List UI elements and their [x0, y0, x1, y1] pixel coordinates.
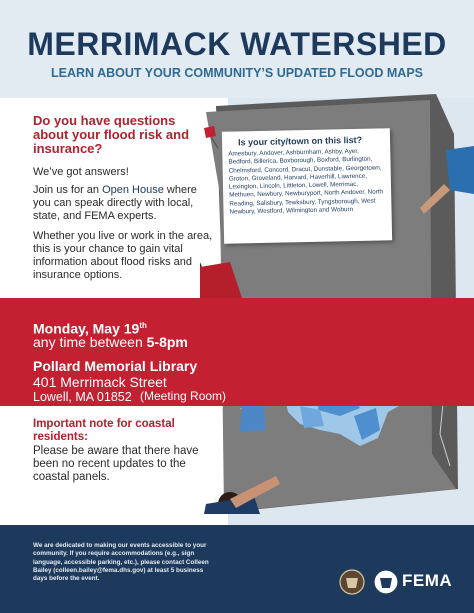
event-time-bold: 5-8pm	[146, 334, 188, 350]
accessibility-text: We are dedicated to making our events accessible to your community. If you require accommodations (e.g., sign language, accessible parking, etc.), please contact Colleen Bailey (colleen.bailey@fema.dhs.gov) at least 5 business days before the event.	[33, 542, 209, 583]
intro-question: Do you have questions about your flood risk and insurance?	[33, 113, 190, 156]
logos	[338, 568, 402, 596]
dhs-seal-icon	[374, 570, 398, 594]
fema-logo-text: FEMA	[402, 571, 453, 590]
event-date-suffix: th	[139, 321, 147, 330]
notice-title: Important note for coastal residents:	[33, 418, 175, 443]
town-list-box	[222, 128, 392, 243]
event-date-main: Monday, May 19	[33, 320, 140, 337]
notice-body: Please be aware that there have been no recent updates to the coastal panels.	[33, 445, 199, 483]
event-street: 401 Merrimack Street	[33, 374, 167, 390]
town-list: Amesbury, Andover, Ashburnham, Ashby, Ayer, Bedford, Billerica, Boxborough, Boxford, Burlington, Chelmsford, Concord, Dracut, Dunstable, Georgetown, Groton, Groveland, Harvard, Haverhill, Lawrence, Lexington, Lincoln, Littleton, Lowell, Merrimac, Methuen, Newbury, Newburyport, North Andover, North Reading, Salisbury, Tewksbury, Tyngsborough, West Newbury, Westford, Wilmington and Woburn	[228, 147, 384, 216]
header	[0, 0, 474, 98]
join-pre-text: Join us for an	[33, 184, 103, 196]
town-list-title: Is your city/town on this list?	[237, 134, 363, 148]
open-house-text: Open House	[102, 184, 164, 196]
intro-whether: Whether you live or work in the area, this is your chance to gain vital information about flood risks and insurance options.	[33, 230, 213, 281]
event-room: (Meeting Room)	[140, 389, 227, 403]
page-subtitle: LEARN ABOUT YOUR COMMUNITY’S UPDATED FLOOD MAPS	[51, 66, 423, 80]
join-post-text: where you can speak directly with local, state, and FEMA experts.	[33, 184, 197, 222]
intro-answers: We’ve got answers!	[33, 166, 129, 178]
event-city: Lowell, MA 01852	[33, 390, 132, 404]
nfip-seal-icon	[340, 570, 364, 594]
page-title: MERRIMACK WATERSHED	[27, 26, 447, 62]
watershed-region	[240, 405, 266, 432]
event-time	[33, 334, 188, 350]
event-time-pre: any time between	[33, 334, 147, 350]
event-venue: Pollard Memorial Library	[33, 358, 198, 374]
intro-join	[33, 184, 213, 223]
